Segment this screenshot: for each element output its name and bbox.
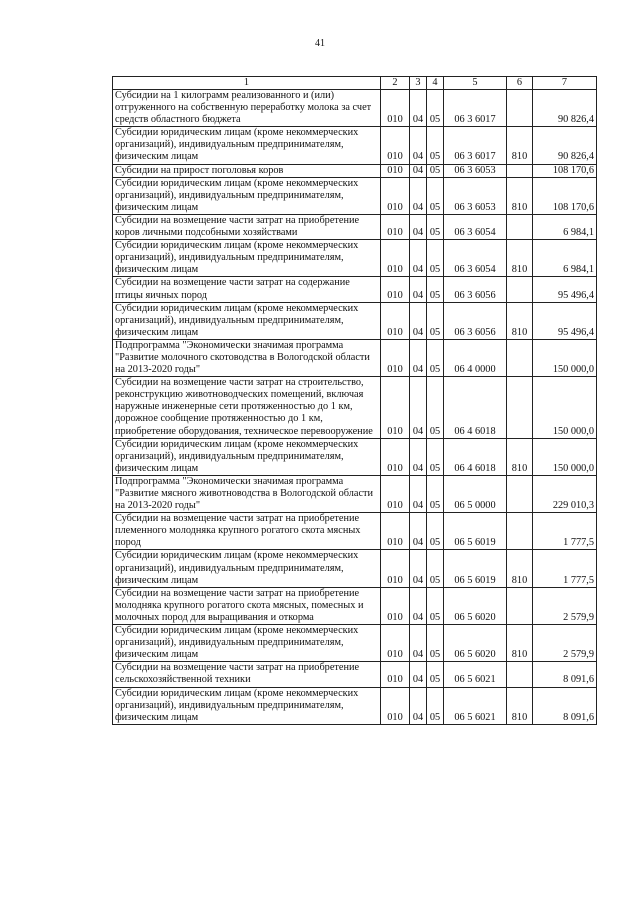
header-row <box>113 77 597 90</box>
row-code-4: 05 <box>427 339 444 376</box>
row-amount: 6 984,1 <box>533 214 597 239</box>
row-code-5: 06 5 0000 <box>444 475 507 512</box>
table-row <box>113 277 597 302</box>
row-code-4: 05 <box>427 90 444 127</box>
row-code-2: 010 <box>381 587 410 624</box>
table-row <box>113 177 597 214</box>
row-code-3: 04 <box>410 662 427 687</box>
table-row <box>113 214 597 239</box>
header-col-4: 4 <box>427 77 444 90</box>
row-name: Субсидии на возмещение части затрат на строительство, реконструкцию животноводческих помещений, включая наружные инженерные сети протяженностью до 1 км, дорожное сообщение протяженностью до 1 км, приобретение оборудования, техническое перевооружение <box>113 377 381 438</box>
row-code-4: 05 <box>427 475 444 512</box>
row-code-6 <box>507 339 533 376</box>
row-code-5: 06 5 6020 <box>444 625 507 662</box>
row-code-3: 04 <box>410 164 427 177</box>
row-amount: 8 091,6 <box>533 687 597 724</box>
row-code-2: 010 <box>381 90 410 127</box>
row-code-2: 010 <box>381 177 410 214</box>
row-name: Субсидии юридическим лицам (кроме некоммерческих организаций), индивидуальным предпринимателям, физическим лицам <box>113 127 381 164</box>
row-code-3: 04 <box>410 687 427 724</box>
row-amount: 90 826,4 <box>533 90 597 127</box>
row-code-4: 05 <box>427 240 444 277</box>
row-code-3: 04 <box>410 438 427 475</box>
row-code-4: 05 <box>427 662 444 687</box>
table-row <box>113 587 597 624</box>
row-amount: 95 496,4 <box>533 277 597 302</box>
row-code-2: 010 <box>381 127 410 164</box>
row-code-2: 010 <box>381 438 410 475</box>
row-code-6 <box>507 90 533 127</box>
budget-table <box>112 76 597 725</box>
row-amount: 95 496,4 <box>533 302 597 339</box>
row-code-4: 05 <box>427 127 444 164</box>
row-code-5: 06 4 6018 <box>444 438 507 475</box>
row-code-4: 05 <box>427 177 444 214</box>
row-code-3: 04 <box>410 625 427 662</box>
row-code-4: 05 <box>427 550 444 587</box>
row-name: Подпрограмма "Экономически значимая программа "Развитие молочного скотоводства в Вологодской области на 2013-2020 годы" <box>113 339 381 376</box>
row-code-2: 010 <box>381 240 410 277</box>
row-code-3: 04 <box>410 475 427 512</box>
row-code-3: 04 <box>410 240 427 277</box>
row-code-5: 06 3 6056 <box>444 277 507 302</box>
row-name: Субсидии юридическим лицам (кроме некоммерческих организаций), индивидуальным предпринимателям, физическим лицам <box>113 550 381 587</box>
row-amount: 1 777,5 <box>533 513 597 550</box>
header-col-2: 2 <box>381 77 410 90</box>
row-name: Субсидии юридическим лицам (кроме некоммерческих организаций), индивидуальным предпринимателям, физическим лицам <box>113 438 381 475</box>
row-code-6 <box>507 164 533 177</box>
row-code-4: 05 <box>427 277 444 302</box>
row-code-3: 04 <box>410 587 427 624</box>
row-code-6: 810 <box>507 438 533 475</box>
row-code-4: 05 <box>427 687 444 724</box>
row-code-4: 05 <box>427 377 444 438</box>
header-col-7: 7 <box>533 77 597 90</box>
table-row <box>113 90 597 127</box>
row-amount: 2 579,9 <box>533 625 597 662</box>
row-name: Субсидии юридическим лицам (кроме некоммерческих организаций), индивидуальным предпринимателям, физическим лицам <box>113 177 381 214</box>
row-code-6: 810 <box>507 177 533 214</box>
row-code-3: 04 <box>410 214 427 239</box>
row-code-5: 06 3 6053 <box>444 177 507 214</box>
row-amount: 8 091,6 <box>533 662 597 687</box>
row-code-4: 05 <box>427 513 444 550</box>
row-code-3: 04 <box>410 377 427 438</box>
row-code-5: 06 4 0000 <box>444 339 507 376</box>
row-code-5: 06 5 6021 <box>444 662 507 687</box>
row-code-3: 04 <box>410 513 427 550</box>
row-name: Субсидии юридическим лицам (кроме некоммерческих организаций), индивидуальным предпринимателям, физическим лицам <box>113 687 381 724</box>
row-name: Субсидии на возмещение части затрат на приобретение племенного молодняка крупного рогатого скота мясных пород <box>113 513 381 550</box>
row-code-3: 04 <box>410 339 427 376</box>
row-code-4: 05 <box>427 302 444 339</box>
row-code-3: 04 <box>410 177 427 214</box>
row-code-5: 06 3 6056 <box>444 302 507 339</box>
row-code-3: 04 <box>410 90 427 127</box>
table-row <box>113 240 597 277</box>
row-code-2: 010 <box>381 662 410 687</box>
row-code-3: 04 <box>410 302 427 339</box>
row-code-6 <box>507 475 533 512</box>
header-col-6: 6 <box>507 77 533 90</box>
row-name: Субсидии юридическим лицам (кроме некоммерческих организаций), индивидуальным предпринимателям, физическим лицам <box>113 625 381 662</box>
row-code-5: 06 5 6019 <box>444 513 507 550</box>
row-name: Субсидии на возмещение части затрат на приобретение молодняка крупного рогатого скота мясных, помесных и молочных пород для выращивания и откорма <box>113 587 381 624</box>
table-row <box>113 662 597 687</box>
row-amount: 108 170,6 <box>533 164 597 177</box>
row-code-3: 04 <box>410 550 427 587</box>
row-code-3: 04 <box>410 127 427 164</box>
row-code-2: 010 <box>381 625 410 662</box>
row-code-2: 010 <box>381 214 410 239</box>
row-code-2: 010 <box>381 164 410 177</box>
row-code-6 <box>507 662 533 687</box>
row-code-6 <box>507 377 533 438</box>
row-code-5: 06 4 6018 <box>444 377 507 438</box>
table-row <box>113 339 597 376</box>
row-code-6: 810 <box>507 550 533 587</box>
row-code-5: 06 3 6054 <box>444 240 507 277</box>
row-amount: 6 984,1 <box>533 240 597 277</box>
row-name: Субсидии на возмещение части затрат на содержание птицы яичных пород <box>113 277 381 302</box>
row-amount: 108 170,6 <box>533 177 597 214</box>
row-code-5: 06 3 6053 <box>444 164 507 177</box>
table-row <box>113 302 597 339</box>
header-col-5: 5 <box>444 77 507 90</box>
table-row <box>113 513 597 550</box>
table-row <box>113 127 597 164</box>
row-amount: 229 010,3 <box>533 475 597 512</box>
row-amount: 150 000,0 <box>533 377 597 438</box>
row-code-4: 05 <box>427 625 444 662</box>
row-code-5: 06 3 6017 <box>444 90 507 127</box>
row-code-6 <box>507 214 533 239</box>
row-code-2: 010 <box>381 550 410 587</box>
row-code-2: 010 <box>381 339 410 376</box>
row-code-2: 010 <box>381 475 410 512</box>
row-amount: 150 000,0 <box>533 438 597 475</box>
row-code-2: 010 <box>381 513 410 550</box>
row-code-2: 010 <box>381 377 410 438</box>
table-row <box>113 550 597 587</box>
row-name: Подпрограмма "Экономически значимая программа "Развитие мясного животноводства в Вологодской области на 2013-2020 годы" <box>113 475 381 512</box>
row-code-5: 06 3 6017 <box>444 127 507 164</box>
table-row <box>113 687 597 724</box>
header-col-1: 1 <box>113 77 381 90</box>
row-code-5: 06 5 6020 <box>444 587 507 624</box>
row-code-6: 810 <box>507 240 533 277</box>
row-code-4: 05 <box>427 214 444 239</box>
row-amount: 1 777,5 <box>533 550 597 587</box>
row-name: Субсидии на возмещение части затрат на приобретение сельскохозяйственной техники <box>113 662 381 687</box>
row-name: Субсидии на возмещение части затрат на приобретение коров личными подсобными хозяйствами <box>113 214 381 239</box>
row-code-6 <box>507 587 533 624</box>
row-code-2: 010 <box>381 302 410 339</box>
row-code-6 <box>507 513 533 550</box>
table-row <box>113 164 597 177</box>
row-code-5: 06 5 6019 <box>444 550 507 587</box>
row-name: Субсидии на 1 килограмм реализованного и (или) отгруженного на собственную переработку молока за счет средств областного бюджета <box>113 90 381 127</box>
row-code-5: 06 5 6021 <box>444 687 507 724</box>
row-code-4: 05 <box>427 164 444 177</box>
row-code-6: 810 <box>507 302 533 339</box>
table-row <box>113 438 597 475</box>
row-name: Субсидии юридическим лицам (кроме некоммерческих организаций), индивидуальным предпринимателям, физическим лицам <box>113 302 381 339</box>
row-code-3: 04 <box>410 277 427 302</box>
row-code-2: 010 <box>381 277 410 302</box>
row-code-6: 810 <box>507 127 533 164</box>
header-col-3: 3 <box>410 77 427 90</box>
row-code-6: 810 <box>507 687 533 724</box>
row-code-2: 010 <box>381 687 410 724</box>
row-amount: 2 579,9 <box>533 587 597 624</box>
row-amount: 150 000,0 <box>533 339 597 376</box>
row-amount: 90 826,4 <box>533 127 597 164</box>
table-row <box>113 377 597 438</box>
row-name: Субсидии юридическим лицам (кроме некоммерческих организаций), индивидуальным предпринимателям, физическим лицам <box>113 240 381 277</box>
row-code-4: 05 <box>427 587 444 624</box>
table-row <box>113 625 597 662</box>
table-row <box>113 475 597 512</box>
row-code-6 <box>507 277 533 302</box>
row-name: Субсидии на прирост поголовья коров <box>113 164 381 177</box>
page-number: 41 <box>315 38 325 49</box>
row-code-5: 06 3 6054 <box>444 214 507 239</box>
row-code-6: 810 <box>507 625 533 662</box>
row-code-4: 05 <box>427 438 444 475</box>
